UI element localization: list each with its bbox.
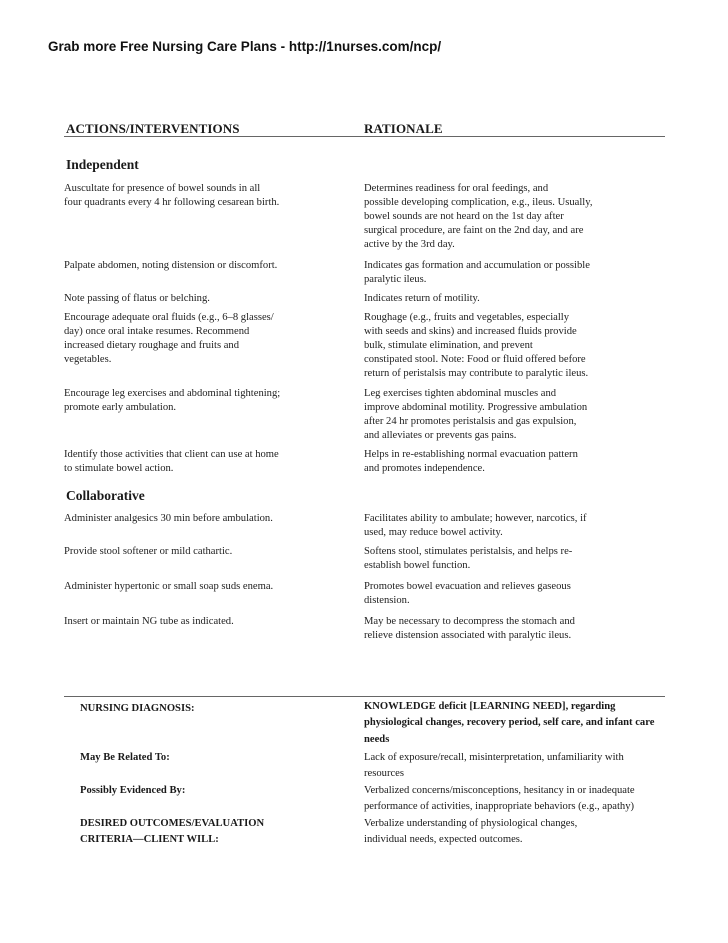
nursing-diagnosis-label: NURSING DIAGNOSIS: — [80, 703, 195, 714]
section-title-collaborative: Collaborative — [66, 488, 145, 503]
related-to-label: May Be Related To: — [80, 752, 170, 763]
header-divider — [64, 136, 665, 137]
nursing-diagnosis-divider — [64, 696, 665, 697]
evidenced-by-label: Possibly Evidenced By: — [80, 785, 186, 796]
section-title-independent: Independent — [66, 157, 139, 172]
intervention-text: Palpate abdomen, noting distension or discomfort. — [64, 260, 278, 271]
desired-outcomes-value: Verbalize understanding of physiological changes, individual needs, expected outcomes. — [364, 818, 578, 845]
nursing-diagnosis-value: KNOWLEDGE deficit [LEARNING NEED], regarding physiological changes, recovery period, self care, and infant care needs — [364, 701, 655, 745]
actions-column-header: ACTIONS/INTERVENTIONS — [66, 121, 240, 136]
intervention-text: Insert or maintain NG tube as indicated. — [64, 616, 234, 627]
rationale-text: Facilitates ability to ambulate; however, narcotics, if used, may reduce bowel activity. — [364, 513, 587, 539]
intervention-text: Provide stool softener or mild cathartic. — [64, 546, 233, 557]
rationale-text: Indicates gas formation and accumulation or possible paralytic ileus. — [364, 260, 590, 286]
intervention-text: Administer analgesics 30 min before ambulation. — [64, 513, 273, 524]
intervention-text: Encourage leg exercises and abdominal tightening; promote early ambulation. — [64, 388, 281, 414]
intervention-text: Administer hypertonic or small soap suds enema. — [64, 581, 274, 592]
evidenced-by-value: Verbalized concerns/misconceptions, hesitancy in or inadequate performance of activities, inappropriate behaviors (e.g., apathy) — [364, 785, 635, 812]
rationale-text: Helps in re-establishing normal evacuation pattern and promotes independence. — [364, 449, 578, 475]
rationale-text: May be necessary to decompress the stomach and relieve distension associated with paralytic ileus. — [364, 616, 575, 642]
rationale-text: Determines readiness for oral feedings, and possible developing complication, e.g., ileus. Usually, bowel sounds are not heard on the 1st day after surgical procedure, are faint on the 2nd day, and are active by the 3rd day. — [364, 183, 593, 251]
page-banner: Grab more Free Nursing Care Plans - http://1nurses.com/ncp/ — [48, 39, 442, 54]
rationale-text: Leg exercises tighten abdominal muscles and improve abdominal motility. Progressive ambulation after 24 hr promotes peristalsis and gas expulsion, and alleviates or prevents gas pains. — [364, 388, 588, 442]
intervention-text: Auscultate for presence of bowel sounds in all four quadrants every 4 hr following cesarean birth. — [64, 183, 280, 209]
intervention-text: Note passing of flatus or belching. — [64, 293, 210, 304]
rationale-text: Promotes bowel evacuation and relieves gaseous distension. — [364, 581, 571, 607]
rationale-text: Softens stool, stimulates peristalsis, and helps re- establish bowel function. — [364, 546, 573, 572]
rationale-text: Indicates return of motility. — [364, 293, 480, 304]
intervention-text: Identify those activities that client can use at home to stimulate bowel action. — [64, 449, 279, 475]
rationale-text: Roughage (e.g., fruits and vegetables, especially with seeds and skins) and increased fluids provide bulk, stimulate elimination, and prevent constipated stool. Note: Food or fluid offered before return of peristalsis may contribute to paralytic ileus. — [364, 312, 589, 380]
intervention-text: Encourage adequate oral fluids (e.g., 6–8 glasses/ day) once oral intake resumes. Recommend increased dietary roughage and fruits and vegetables. — [64, 312, 274, 366]
desired-outcomes-label: DESIRED OUTCOMES/EVALUATION CRITERIA—CLIENT WILL: — [80, 818, 265, 845]
rationale-column-header: RATIONALE — [364, 121, 443, 136]
related-to-value: Lack of exposure/recall, misinterpretation, unfamiliarity with resources — [364, 752, 624, 779]
